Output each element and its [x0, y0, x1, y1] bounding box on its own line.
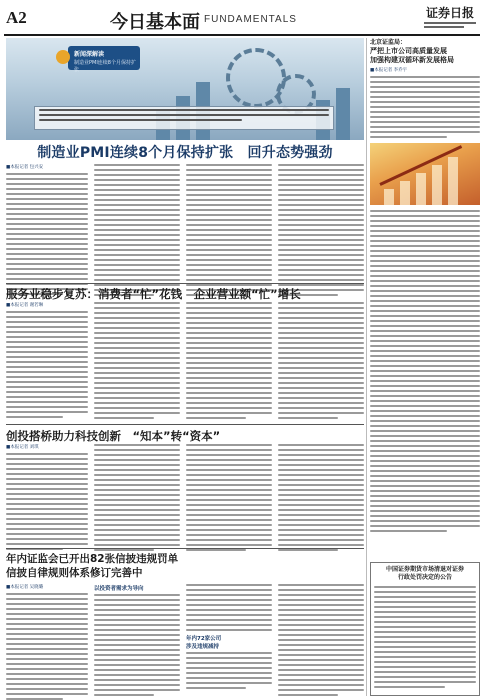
- right-article-image: [370, 143, 480, 205]
- notice-title-2: 行政处罚决定的公告: [397, 574, 452, 581]
- hero-image: [6, 38, 364, 140]
- masthead: [4, 2, 480, 36]
- services-column-4: [278, 302, 364, 419]
- article-headline-services: 服务业稳步复苏：消费者“忙”花钱 企业营业额“忙”增长: [6, 287, 301, 301]
- right-article-body: [370, 210, 480, 532]
- paper-logo: 证券日报: [425, 6, 474, 20]
- subhead: [186, 634, 272, 650]
- notice-title-1: 中国证券期货市场清退对证券: [385, 566, 464, 573]
- divider: [6, 548, 364, 549]
- csrc-column-1: [6, 584, 88, 700]
- byline: ■本报记者 吴晓璐: [6, 585, 44, 590]
- subhead-line-1: 年内72家公司: [186, 636, 222, 642]
- byline: ■本报记者 谢若琳: [6, 303, 44, 308]
- divider: [6, 283, 364, 284]
- byline: ■本报记者 刘琪: [6, 445, 39, 450]
- section-title: 今日基本面: [110, 12, 200, 33]
- services-column-3: [186, 302, 272, 419]
- venture-column-1: [6, 444, 88, 550]
- csrc-column-3: [186, 584, 272, 689]
- right-column: [370, 38, 480, 652]
- paper-date-line: [424, 22, 476, 28]
- venture-column-3: [186, 444, 272, 551]
- article-headline-csrc: [6, 552, 364, 580]
- csrc-column-4: [278, 584, 364, 696]
- badge-title: 新闻深解读: [74, 51, 105, 58]
- right-article-intro: [370, 76, 480, 138]
- column-separator: [366, 38, 367, 696]
- feature-column-4: [278, 164, 364, 296]
- venture-column-4: [278, 444, 364, 551]
- article-headline-venture: 创投搭桥助力科技创新 “知本”转“资本”: [6, 429, 221, 443]
- right-article-title-1: 严把上市公司高质量发展: [370, 47, 447, 55]
- news-badge: [68, 46, 140, 73]
- notice-box: [370, 562, 480, 696]
- feature-article: [6, 38, 364, 284]
- divider: [6, 424, 364, 425]
- subhead: 以投资者需求为导向: [94, 586, 144, 592]
- headline-line-2: 信披自律规则体系修订完善中: [6, 567, 143, 579]
- byline: ■本报记者 包兴安: [6, 165, 44, 170]
- right-article-title-2: 加强构建双循环新发展格局: [370, 56, 454, 64]
- services-column-1: [6, 302, 88, 418]
- badge-subtitle: 制造业PMI连续8个月保持扩张: [74, 60, 136, 73]
- section-title-english: FUNDAMENTALS: [204, 14, 297, 25]
- feature-column-1: [6, 164, 88, 295]
- intro-box: [34, 106, 334, 130]
- headline-line-1: 年内证监会已开出82张信披违规罚单: [6, 553, 179, 565]
- intro-text: [39, 109, 329, 121]
- page-number: A2: [6, 8, 27, 27]
- notice-body: [374, 586, 476, 688]
- csrc-column-2: [94, 584, 180, 696]
- venture-column-2: [94, 444, 180, 551]
- subhead-line-2: 涉及违规减持: [186, 644, 220, 650]
- feature-column-2: [94, 164, 180, 296]
- right-article-kicker: 北京证监局：: [370, 39, 407, 46]
- badge-dot-icon: [56, 50, 70, 64]
- feature-column-3: [186, 164, 272, 296]
- byline: ■本报记者 李乔宇: [370, 68, 408, 73]
- feature-headline: 制造业PMI连续8个月保持扩张 回升态势强劲: [37, 145, 333, 161]
- services-column-2: [94, 302, 180, 419]
